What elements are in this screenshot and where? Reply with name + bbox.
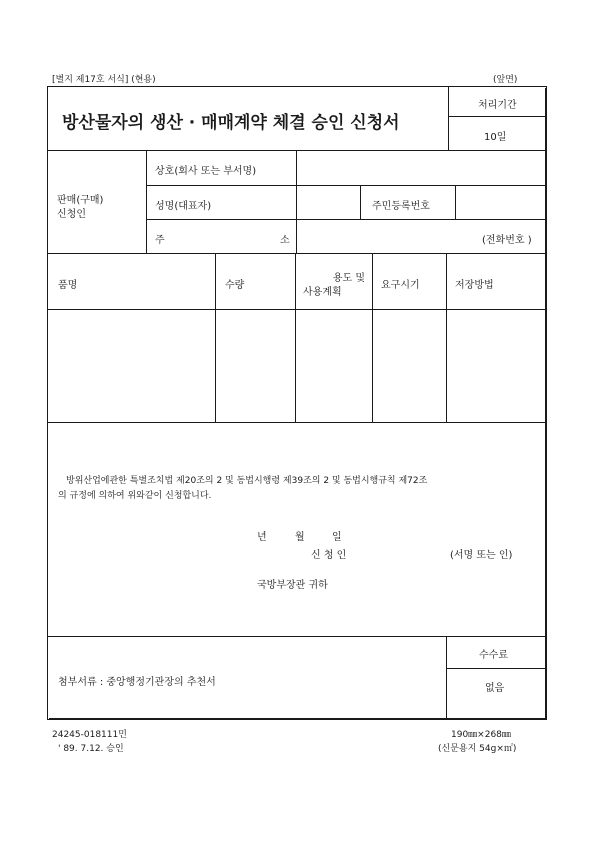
usage-plan-cell[interactable]	[297, 311, 370, 420]
paper-size: 190㎜×268㎜	[451, 730, 511, 740]
applicant-section-label-1: 판매(구매)	[57, 195, 104, 206]
approval-date: ' 89. 7.12. 승인	[58, 744, 124, 754]
column-header-usage-line1: 용도 및	[332, 273, 365, 284]
fee-value: 없음	[485, 683, 505, 694]
representative-name-field[interactable]	[298, 187, 358, 218]
resident-number-field[interactable]	[457, 187, 543, 218]
form-code: 24245-018111민	[52, 730, 127, 740]
address-label-second: 소	[280, 235, 290, 246]
recipient-label: 국방부장관 귀하	[257, 580, 328, 591]
form-number-label: [별지 제17호 서식] (현용)	[52, 75, 156, 85]
column-header-product: 품명	[58, 280, 78, 291]
statement-line-2: 의 규정에 의하여 위와같이 신청합니다.	[58, 491, 212, 501]
fee-label: 수수료	[479, 650, 508, 661]
column-header-due-date: 요구시기	[381, 280, 420, 291]
representative-name-label: 성명(대표자)	[155, 201, 212, 212]
address-field[interactable]	[298, 221, 478, 252]
page-side-label: (앞면)	[493, 75, 518, 85]
attachments-label: 첨부서류 : 중앙행정기관장의 추천서	[58, 677, 216, 688]
column-header-storage: 저장방법	[455, 280, 494, 291]
company-name-field[interactable]	[298, 152, 543, 183]
resident-number-label: 주민등록번호	[372, 201, 430, 212]
form-title: 방산물자의 생산 · 매매계약 체결 승인 신청서	[62, 113, 400, 133]
product-cell[interactable]	[49, 311, 213, 420]
company-name-label: 상호(회사 또는 부서명)	[155, 166, 257, 177]
processing-period-label: 처리기간	[478, 100, 517, 111]
applicant-signature-label: 신 청 인	[311, 550, 347, 561]
date-day-label: 일	[332, 532, 342, 543]
column-header-quantity: 수량	[225, 280, 245, 291]
processing-period-value: 10일	[484, 132, 507, 143]
due-date-cell[interactable]	[374, 311, 444, 420]
applicant-section-label-2: 신청인	[57, 209, 86, 220]
address-label-first: 주	[155, 235, 165, 246]
quantity-cell[interactable]	[217, 311, 293, 420]
signature-field[interactable]	[360, 542, 444, 560]
storage-method-cell[interactable]	[448, 311, 543, 420]
statement-line-1: 방위산업에관한 특별조치법 제20조의 2 및 동법시행령 제39조의 2 및 동법시행규칙 제72조	[66, 476, 428, 486]
date-month-label: 월	[295, 532, 305, 543]
signature-or-seal-label: (서명 또는 인)	[450, 550, 513, 561]
paper-type: (신문용지 54g×㎡)	[438, 744, 517, 754]
date-year-label: 년	[257, 532, 267, 543]
column-header-usage-line2: 사용계획	[303, 287, 342, 298]
phone-number-label: (전화번호 )	[482, 235, 532, 246]
